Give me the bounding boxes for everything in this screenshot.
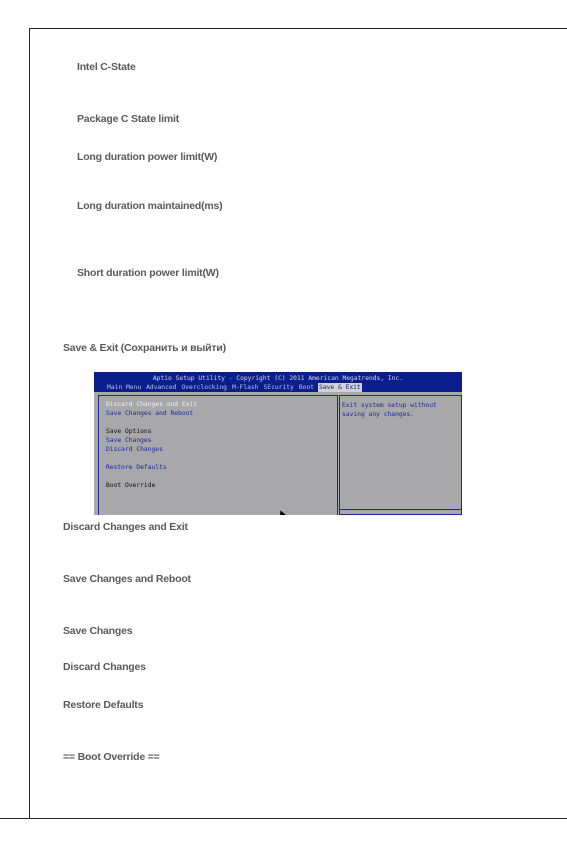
heading-package-c-state-limit: Package C State limit xyxy=(77,113,180,125)
heading-save-changes: Save Changes xyxy=(63,625,133,637)
bios-help-text: Exit system setup without saving any changes. xyxy=(342,402,437,418)
page-top-rule xyxy=(29,28,567,29)
page-left-rule xyxy=(29,28,30,818)
bios-menu-panel xyxy=(98,395,338,515)
bios-tab-main-menu[interactable]: Main Menu xyxy=(107,384,142,391)
heading-short-duration-power-limit: Short duration power limit(W) xyxy=(77,267,219,279)
heading-discard-changes-exit: Discard Changes and Exit xyxy=(63,521,188,533)
heading-save-changes-reboot: Save Changes and Reboot xyxy=(63,573,191,585)
bios-tab-security[interactable]: SEcurity xyxy=(263,384,294,391)
bios-group-boot-override: Boot Override xyxy=(106,482,156,489)
page-bottom-rule xyxy=(0,818,567,819)
bios-help-panel xyxy=(339,395,462,515)
bios-tab-save-exit[interactable]: Save & Exit xyxy=(319,384,361,391)
bios-tab-advanced[interactable]: Advanced xyxy=(146,384,177,391)
bios-item-save-changes-reboot[interactable]: Save Changes and Reboot xyxy=(106,410,194,417)
bios-item-save-changes[interactable]: Save Changes xyxy=(106,437,152,444)
bios-tab-boot[interactable]: Boot xyxy=(298,384,315,391)
bios-item-restore-defaults[interactable]: Restore Defaults xyxy=(106,464,167,471)
heading-long-duration-maintained: Long duration maintained(ms) xyxy=(77,200,223,212)
bios-title-bar xyxy=(94,372,462,392)
heading-intel-c-state: Intel C-State xyxy=(77,61,136,73)
heading-save-exit-section: Save & Exit (Сохранить и выйти) xyxy=(63,342,226,354)
bios-tab-overclocking[interactable]: Overclocking xyxy=(181,384,227,391)
bios-tab-bar xyxy=(106,383,362,392)
bios-item-discard-changes-exit[interactable]: Discard Changes and Exit xyxy=(106,401,197,408)
bios-title: Aptio Setup Utility - Copyright (C) 2011 American Megatrends, Inc. xyxy=(152,375,404,382)
bios-screenshot xyxy=(94,372,462,515)
heading-discard-changes: Discard Changes xyxy=(63,661,146,673)
bios-group-save-options: Save Options xyxy=(106,428,152,435)
bios-tab-m-flash[interactable]: M-Flash xyxy=(231,384,259,391)
heading-boot-override: == Boot Override == xyxy=(63,751,160,763)
heading-restore-defaults: Restore Defaults xyxy=(63,699,144,711)
heading-long-duration-power-limit: Long duration power limit(W) xyxy=(77,151,218,163)
bios-help-divider xyxy=(340,509,461,510)
bios-item-discard-changes[interactable]: Discard Changes xyxy=(106,446,163,453)
